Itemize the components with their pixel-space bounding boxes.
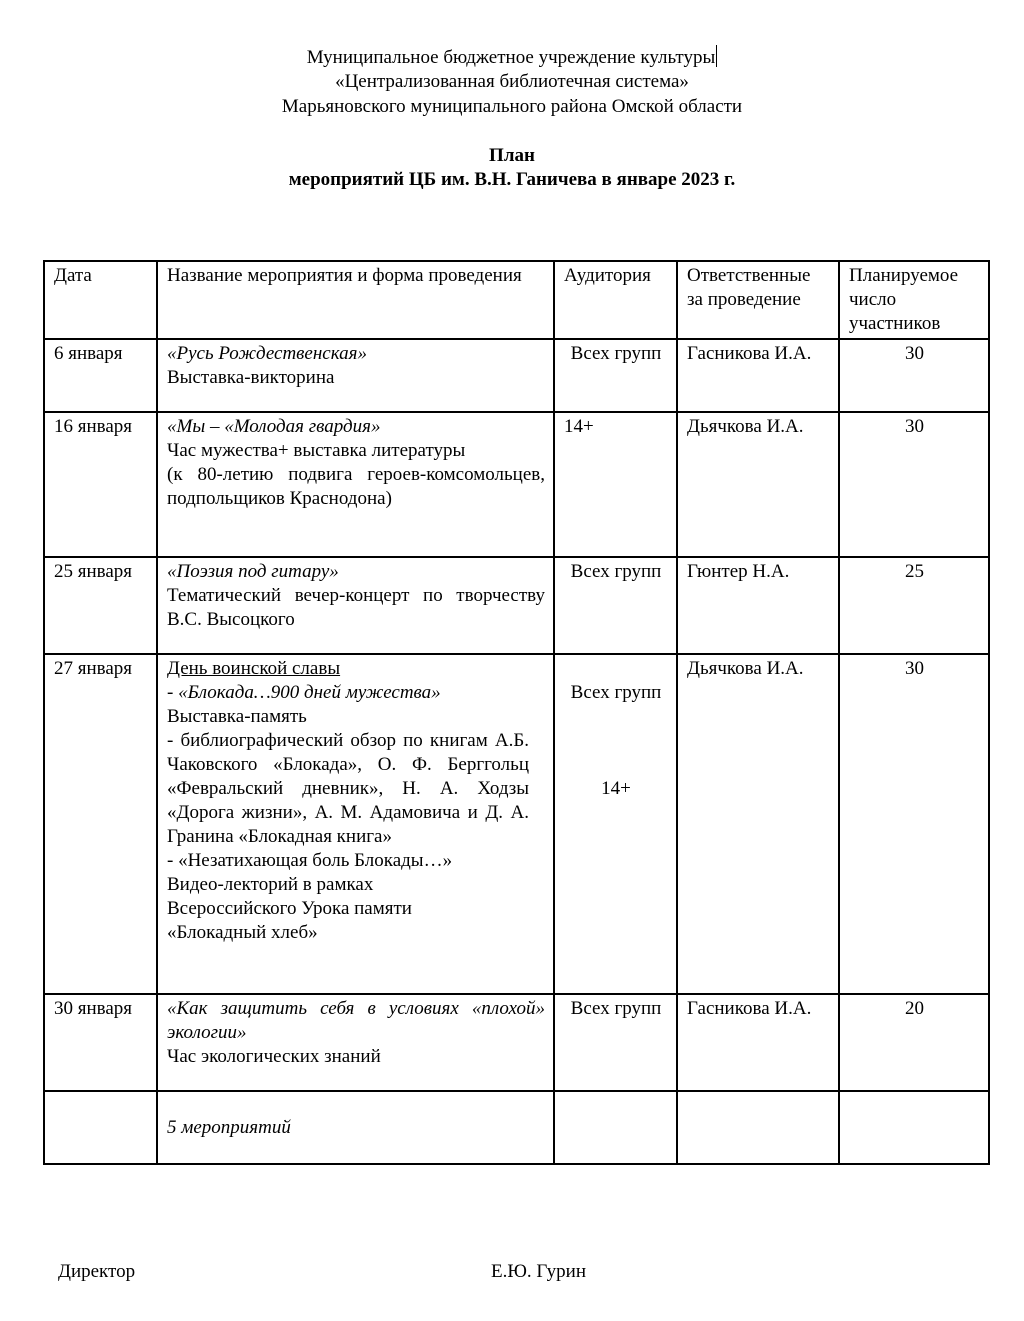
- cell-event: [157, 412, 554, 557]
- org-line-3: Марьяновского муниципального района Омской области: [281, 96, 743, 117]
- text-cursor: [716, 45, 717, 67]
- org-line-2: «Централизованная библиотечная система»: [335, 71, 689, 92]
- cell-empty: [677, 1091, 839, 1164]
- audience-2: 14+: [601, 778, 631, 799]
- plan-title: План: [489, 145, 535, 166]
- cell-count: 30: [839, 339, 989, 412]
- event-form-2-line-3: «Блокадный хлеб»: [167, 922, 318, 943]
- cell-responsible: Гасникова И.А.: [677, 339, 839, 412]
- header-responsible: Ответственные за проведение: [677, 261, 839, 339]
- events-table: [43, 260, 990, 1165]
- cell-audience: [554, 654, 677, 994]
- audience-1: Всех групп: [570, 682, 662, 703]
- event-title: «Русь Рождественская»: [167, 343, 367, 364]
- org-line-1: Муниципальное бюджетное учреждение культуры: [306, 47, 716, 68]
- table-row: [44, 339, 989, 412]
- cell-empty: [554, 1091, 677, 1164]
- total-label: 5 мероприятий: [167, 1116, 291, 1138]
- table-row: [44, 557, 989, 654]
- cell-responsible: Дьячкова И.А.: [677, 412, 839, 557]
- cell-empty: [44, 1091, 157, 1164]
- cell-responsible: Гасникова И.А.: [677, 994, 839, 1091]
- table-row: [44, 412, 989, 557]
- header-date: Дата: [44, 261, 157, 339]
- cell-responsible: Дьячкова И.А.: [677, 654, 839, 994]
- table-row: [44, 994, 989, 1091]
- cell-count: 30: [839, 654, 989, 994]
- table-header-row: [44, 261, 989, 339]
- cell-event: [157, 654, 554, 994]
- event-form-2-line-2: Всероссийского Урока памяти: [167, 898, 412, 919]
- event-form: Тематический вечер-концерт по творчеству В.С. Высоцкого: [167, 585, 545, 630]
- event-heading: День воинской славы: [167, 658, 341, 679]
- cell-count: 30: [839, 412, 989, 557]
- event-review: - библиографический обзор по книгам А.Б. Чаковского «Блокада», О. Ф. Берггольц «Февральский дневник», Н. А. Ходзы «Дорога жизни», А. М. Адамовича и Д. А. Гранина «Блокадная книга»: [167, 730, 529, 847]
- event-form: Выставка-память: [167, 706, 307, 727]
- event-form: Выставка-викторина: [167, 367, 335, 388]
- event-title: «Мы – «Молодая гвардия»: [167, 416, 381, 437]
- cell-count: 20: [839, 994, 989, 1091]
- cell-audience: Всех групп: [554, 557, 677, 654]
- plan-subtitle: мероприятий ЦБ им. В.Н. Ганичева в январе 2023 г.: [288, 169, 736, 190]
- cell-total: [157, 1091, 554, 1164]
- table-total-row: [44, 1091, 989, 1164]
- signature-name: Е.Ю. Гурин: [491, 1261, 586, 1282]
- event-form-2-line-1: Видео-лекторий в рамках: [167, 874, 374, 895]
- event-form: Час экологических знаний: [167, 1046, 381, 1067]
- cell-audience: Всех групп: [554, 339, 677, 412]
- signature-position: Директор: [58, 1261, 136, 1282]
- event-title: - «Блокада…900 дней мужества»: [167, 682, 441, 703]
- event-title-2: - «Незатихающая боль Блокады…»: [167, 850, 453, 871]
- cell-event: [157, 994, 554, 1091]
- cell-date: 6 января: [44, 339, 157, 412]
- table-row: [44, 654, 989, 994]
- cell-date: 25 января: [44, 557, 157, 654]
- cell-audience: 14+: [554, 412, 677, 557]
- cell-event: [157, 557, 554, 654]
- header-audience: Аудитория: [554, 261, 677, 339]
- event-form: Час мужества+ выставка литературы: [167, 440, 466, 461]
- event-note: (к 80-летию подвига героев-комсомольцев, подпольщиков Краснодона): [167, 464, 545, 509]
- cell-event: [157, 339, 554, 412]
- header-count: Планируемое число участников: [839, 261, 989, 339]
- cell-responsible: Гюнтер Н.А.: [677, 557, 839, 654]
- cell-empty: [839, 1091, 989, 1164]
- cell-date: 16 января: [44, 412, 157, 557]
- cell-audience: Всех групп: [554, 994, 677, 1091]
- event-title: «Как защитить себя в условиях «плохой» экологии»: [167, 998, 545, 1043]
- cell-count: 25: [839, 557, 989, 654]
- header-event: Название мероприятия и форма проведения: [157, 261, 554, 339]
- cell-date: 27 января: [44, 654, 157, 994]
- cell-date: 30 января: [44, 994, 157, 1091]
- event-title: «Поэзия под гитару»: [167, 561, 339, 582]
